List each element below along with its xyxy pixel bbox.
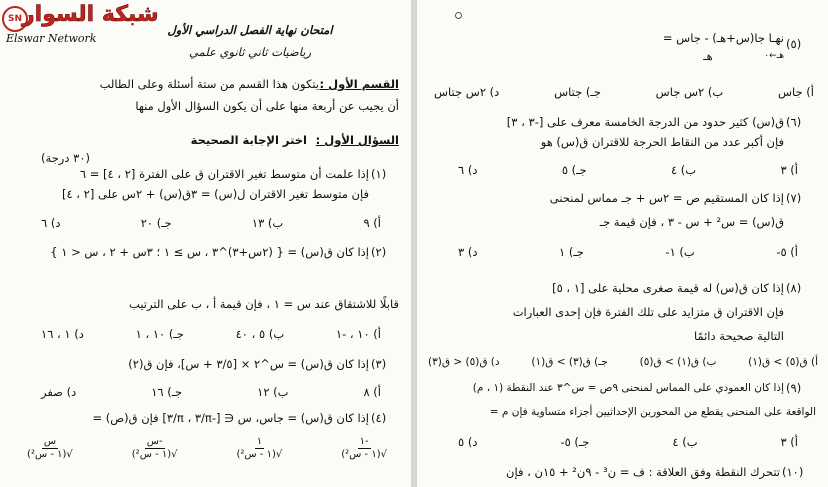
q9-option-c[interactable]: جـ) ٥- bbox=[560, 435, 590, 449]
right-page bbox=[417, 0, 828, 487]
q6-number: (٦) bbox=[786, 115, 802, 129]
q1-3-number: (٣) bbox=[371, 357, 387, 371]
q7-option-b[interactable]: ب) ١- bbox=[665, 245, 695, 259]
q1-4-number: (٤) bbox=[371, 411, 387, 425]
q7-number: (٧) bbox=[786, 191, 802, 205]
exam-subtitle: رياضيات ثاني ثانوي علمي bbox=[188, 45, 312, 59]
q1-1-option-c[interactable]: جـ) ٢٠ bbox=[140, 216, 172, 230]
q1-3-option-b[interactable]: ب) ١٢ bbox=[257, 385, 289, 399]
q1-3-option-a[interactable]: أ) ٨ bbox=[363, 385, 381, 399]
q1-4-option-a[interactable] bbox=[341, 436, 387, 461]
q8-text-3: التالية صحيحة دائمًا bbox=[693, 329, 784, 343]
q1-4-option-b-denominator: √(١ - س²) bbox=[236, 449, 283, 460]
q5-option-d[interactable]: د) ٢س جتاس bbox=[434, 85, 500, 99]
q5-option-a[interactable]: أ) جاس bbox=[778, 85, 814, 99]
q5-denominator: هـ bbox=[703, 49, 713, 63]
q1-2-options bbox=[41, 326, 381, 342]
q5-option-b[interactable]: ب) ٢س جاس bbox=[655, 85, 724, 99]
q5-limit: هـ←٠ bbox=[764, 51, 784, 61]
q1-4-option-a-denominator: √(١ - س²) bbox=[341, 449, 387, 460]
q6-text-2: فإن أكبر عدد من النقاط الحرجة للاقتران ق(س) هو bbox=[540, 135, 784, 149]
q1-4-option-b-numerator: ١ bbox=[256, 436, 263, 447]
q9-number: (٩) bbox=[786, 381, 802, 395]
binder-hole-icon bbox=[455, 12, 462, 19]
q5-options bbox=[434, 84, 814, 100]
part-one-text-2: أن يجيب عن أربعة منها على أن يكون السؤال الأول منها bbox=[135, 99, 399, 113]
q1-2-number: (٢) bbox=[371, 245, 387, 259]
q1-3-options bbox=[41, 384, 381, 400]
q1-1-text: إذا علمت أن متوسط تغير الاقتران ق على الفترة [٢ ، ٤] = ٦ bbox=[79, 167, 369, 181]
logo-latin-text: Elswar Network bbox=[6, 32, 97, 45]
q6-option-c[interactable]: جـ) ٥ bbox=[561, 163, 587, 177]
q7-option-a[interactable]: أ) ٥- bbox=[776, 245, 798, 259]
q9-option-d[interactable]: د) ٥ bbox=[458, 435, 478, 449]
q5-number: (٥) bbox=[786, 37, 802, 51]
q10-text: تتحرك النقطة وفق العلاقة : ف = ن³ - ٩ن² + ١٥ن ، فإن bbox=[506, 465, 780, 479]
q8-text: إذا كان ق(س) له قيمة صغرى محلية على [١ ، ٥] bbox=[552, 281, 784, 295]
q1-2-option-c[interactable]: جـ) ١٠ ، ١ bbox=[135, 327, 184, 341]
q8-number: (٨) bbox=[786, 281, 802, 295]
q1-3-option-d[interactable]: د) صفر bbox=[41, 385, 77, 399]
q6-option-b[interactable]: ب) ٤ bbox=[670, 163, 697, 177]
q8-option-b[interactable]: ب) ق(١) > ق(٥) bbox=[639, 356, 717, 368]
q1-4-option-d[interactable] bbox=[27, 436, 73, 461]
q1-4-options bbox=[27, 436, 387, 461]
q1-1-option-b[interactable]: ب) ١٣ bbox=[251, 216, 284, 230]
q1-4-text: إذا كان ق(س) = جاس، س ∈ [-π/٣ ، π/٣] فإن ق(ص) = bbox=[92, 411, 369, 425]
q1-4-option-d-numerator: س bbox=[43, 436, 57, 447]
q1-1-number: (١) bbox=[371, 167, 387, 181]
site-logo bbox=[2, 2, 159, 62]
q6-option-a[interactable]: أ) ٣ bbox=[780, 163, 798, 177]
q1-1-option-a[interactable]: أ) ٩ bbox=[363, 216, 381, 230]
question-1-instruction: اختر الإجابة الصحيحة bbox=[190, 133, 307, 147]
q8-text-2: فإن الاقتران ق متزايد على تلك الفترة فإن إحدى العبارات bbox=[512, 305, 784, 319]
q7-option-c[interactable]: جـ) ١ bbox=[559, 245, 584, 259]
q10-number: (١٠) bbox=[782, 465, 804, 479]
question-1-heading: السؤال الأول : bbox=[315, 133, 399, 147]
q6-text: ق(س) كثير حدود من الدرجة الخامسة معرف على [-٣ ، ٣] bbox=[506, 115, 784, 129]
q1-3-text: إذا كان ق(س) = س^٢ × [٣/٥ + س]، فإن ق(٢) bbox=[128, 357, 369, 371]
q1-4-option-b[interactable] bbox=[237, 436, 283, 461]
q9-option-a[interactable]: أ) ٣ bbox=[780, 435, 798, 449]
q1-4-option-d-denominator: √(١ - س²) bbox=[27, 449, 73, 460]
q9-text-2: الواقعة على المنحنى يقطع من المحورين الإحداثيين أجزاء متساوية فإن م = bbox=[489, 406, 816, 418]
q1-2-text: إذا كان ق(س) = { (٢س+٣)^٣ ، س ≥ ١ ؛ ٣س + ٢ ، س < ١ } bbox=[50, 245, 369, 259]
q9-text: إذا كان العمودي على المماس لمنحنى ٩ص = س^٣ عند النقطة (١ ، م) bbox=[472, 382, 784, 394]
left-page bbox=[0, 0, 411, 487]
logo-arabic-text: شبكة السوار bbox=[22, 2, 159, 27]
q1-2-option-a[interactable]: أ) ١٠ ، -١ bbox=[335, 327, 381, 341]
logo-mark-icon: SN bbox=[2, 6, 28, 32]
q6-options bbox=[458, 162, 798, 178]
q5-option-c[interactable]: جـ) جتاس bbox=[554, 85, 601, 99]
q1-2-text-2: قابلًا للاشتقاق عند س = ١ ، فإن قيمة أ ، ب على الترتيب bbox=[129, 297, 399, 311]
q1-3-option-c[interactable]: جـ) ١٦ bbox=[151, 385, 183, 399]
q9-option-b[interactable]: ب) ٤ bbox=[672, 435, 698, 449]
q8-option-d[interactable]: د) ق(٥) < ق(٣) bbox=[428, 356, 500, 368]
q1-2-option-d[interactable]: د) ١ ، ١٦ bbox=[41, 327, 84, 341]
q1-2-option-b[interactable]: ب) ٥ ، ٤٠ bbox=[235, 327, 285, 341]
q1-1-option-d[interactable]: د) ٦ bbox=[41, 216, 61, 230]
q7-options bbox=[458, 244, 798, 260]
part-one-text-1: يتكون هذا القسم من ستة أسئلة وعلى الطالب bbox=[99, 77, 319, 91]
q1-4-option-c-numerator: -س bbox=[146, 436, 163, 447]
q1-4-option-a-numerator: -١ bbox=[359, 436, 369, 447]
q9-options bbox=[458, 434, 798, 450]
q8-option-a[interactable]: أ) ق(٥) > ق(١) bbox=[748, 356, 818, 368]
q8-options bbox=[428, 354, 818, 370]
q7-text-2: ق(س) = س² + س - ٣ ، فإن قيمة جـ bbox=[599, 215, 784, 229]
part-one-heading: القسم الأول : bbox=[319, 77, 399, 91]
question-1-marks: (٣٠ درجة) bbox=[41, 151, 90, 165]
q7-option-d[interactable]: د) ٣ bbox=[458, 245, 478, 259]
q1-4-option-c-denominator: √(١ - س²) bbox=[131, 449, 178, 460]
q1-1-options bbox=[41, 215, 381, 231]
q8-option-c[interactable]: جـ) ق(٣) > ق(١) bbox=[531, 356, 608, 368]
exam-title: امتحان نهاية الفصل الدراسي الأول bbox=[167, 23, 333, 37]
q6-option-d[interactable]: د) ٦ bbox=[458, 163, 478, 177]
q1-4-option-c[interactable] bbox=[132, 436, 178, 461]
q5-text: نهـا جا(س+هـ) - جاس = bbox=[662, 31, 784, 45]
q7-text: إذا كان المستقيم ص = ٢س + جـ مماس لمنحنى bbox=[549, 191, 784, 205]
q1-1-text-2: فإن متوسط تغير الاقتران ل(س) = ٣ق(س) + ٢س على [٢ ، ٤] bbox=[61, 187, 369, 201]
